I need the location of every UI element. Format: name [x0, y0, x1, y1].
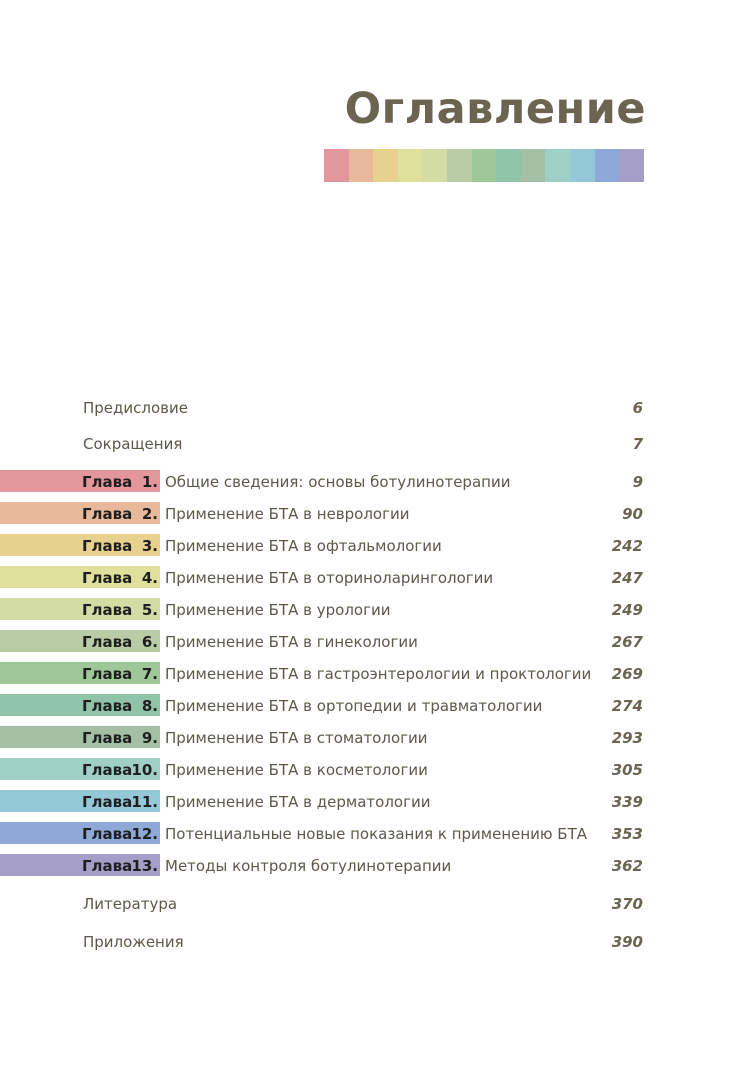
chapter-word: Глава [82, 537, 133, 555]
chapter-number: 8. [141, 697, 158, 715]
palette-swatch [472, 149, 497, 182]
chapter-number: 7. [141, 665, 158, 683]
chapter-word: Глава [82, 473, 133, 491]
toc-chapter-2[interactable] [0, 501, 756, 527]
toc-page-number: 267 [611, 633, 643, 651]
chapter-number: 2. [141, 505, 158, 523]
chapter-title: Применение БТА в стоматологии [165, 729, 428, 747]
chapter-number: 12. [131, 825, 158, 843]
toc-page-number: 305 [611, 761, 643, 779]
toc-chapter-10[interactable] [0, 757, 756, 783]
chapter-number: 6. [141, 633, 158, 651]
chapter-title: Применение БТА в гинекологии [165, 633, 418, 651]
palette-swatch [398, 149, 423, 182]
toc-entry-label: Предисловие [83, 399, 188, 417]
chapter-title: Применение БТА в офтальмологии [165, 537, 442, 555]
palette-swatch [521, 149, 546, 182]
chapter-number: 5. [141, 601, 158, 619]
toc-entry-abbreviations[interactable] [0, 431, 756, 457]
chapter-title: Методы контроля ботулинотерапии [165, 857, 452, 875]
page-title: Оглавление [344, 84, 646, 134]
toc-chapter-6[interactable] [0, 629, 756, 655]
toc-chapter-11[interactable] [0, 789, 756, 815]
palette-swatch [447, 149, 472, 182]
toc-page-number: 274 [611, 697, 643, 715]
chapter-word: Глава [82, 633, 133, 651]
toc-page-number: 249 [611, 601, 643, 619]
chapter-word: Глава [82, 825, 133, 843]
chapter-title: Применение БТА в оториноларингологии [165, 569, 494, 587]
chapter-word: Глава [82, 601, 133, 619]
toc-entry-references[interactable] [0, 891, 756, 917]
chapter-title: Общие сведения: основы ботулинотерапии [165, 473, 511, 491]
chapter-title: Применение БТА в неврологии [165, 505, 410, 523]
toc-page-number: 390 [611, 933, 643, 951]
chapter-title: Применение БТА в ортопедии и травматологии [165, 697, 543, 715]
palette-swatch [373, 149, 398, 182]
chapter-word: Глава [82, 665, 133, 683]
chapter-title: Применение БТА в дерматологии [165, 793, 431, 811]
toc-page-number: 247 [611, 569, 643, 587]
toc-chapter-8[interactable] [0, 693, 756, 719]
toc-page-number: 90 [622, 505, 643, 523]
toc-chapter-3[interactable] [0, 533, 756, 559]
chapter-word: Глава [82, 697, 133, 715]
toc-page-number: 9 [632, 473, 643, 491]
palette-swatch [570, 149, 595, 182]
palette-swatch [619, 149, 644, 182]
color-palette-strip [324, 149, 644, 182]
palette-swatch [349, 149, 374, 182]
chapter-word: Глава [82, 857, 133, 875]
chapter-number: 9. [141, 729, 158, 747]
chapter-word: Глава [82, 761, 133, 779]
toc-page-number: 362 [611, 857, 643, 875]
chapter-number: 1. [141, 473, 158, 491]
chapter-word: Глава [82, 793, 133, 811]
toc-chapter-13[interactable] [0, 853, 756, 879]
chapter-number: 3. [141, 537, 158, 555]
chapter-title: Применение БТА в урологии [165, 601, 391, 619]
toc-page-number: 370 [611, 895, 643, 913]
toc-chapter-9[interactable] [0, 725, 756, 751]
palette-swatch [595, 149, 620, 182]
chapter-title: Применение БТА в косметологии [165, 761, 428, 779]
toc-page-number: 269 [611, 665, 643, 683]
toc-entry-label: Литература [83, 895, 178, 913]
toc-page-number: 293 [611, 729, 643, 747]
chapter-title: Потенциальные новые показания к применению БТА [165, 825, 588, 843]
toc-chapter-1[interactable] [0, 469, 756, 495]
chapter-word: Глава [82, 569, 133, 587]
toc-entry-label: Приложения [83, 933, 184, 951]
chapter-word: Глава [82, 729, 133, 747]
palette-swatch [324, 149, 349, 182]
chapter-number: 11. [131, 793, 158, 811]
chapter-number: 4. [141, 569, 158, 587]
palette-swatch [496, 149, 521, 182]
toc-chapter-7[interactable] [0, 661, 756, 687]
toc-entry-appendices[interactable] [0, 929, 756, 955]
chapter-number: 10. [131, 761, 158, 779]
palette-swatch [422, 149, 447, 182]
toc-page-number: 7 [632, 435, 643, 453]
toc-entry-preface[interactable] [0, 395, 756, 421]
toc-chapter-4[interactable] [0, 565, 756, 591]
chapter-number: 13. [131, 857, 158, 875]
toc-chapter-12[interactable] [0, 821, 756, 847]
toc-page-number: 353 [611, 825, 643, 843]
toc-page-number: 6 [632, 399, 643, 417]
chapter-word: Глава [82, 505, 133, 523]
toc-chapter-5[interactable] [0, 597, 756, 623]
toc-entry-label: Сокращения [83, 435, 183, 453]
toc-page-number: 242 [611, 537, 643, 555]
toc-page-number: 339 [611, 793, 643, 811]
chapter-title: Применение БТА в гастроэнтерологии и проктологии [165, 665, 592, 683]
palette-swatch [545, 149, 570, 182]
